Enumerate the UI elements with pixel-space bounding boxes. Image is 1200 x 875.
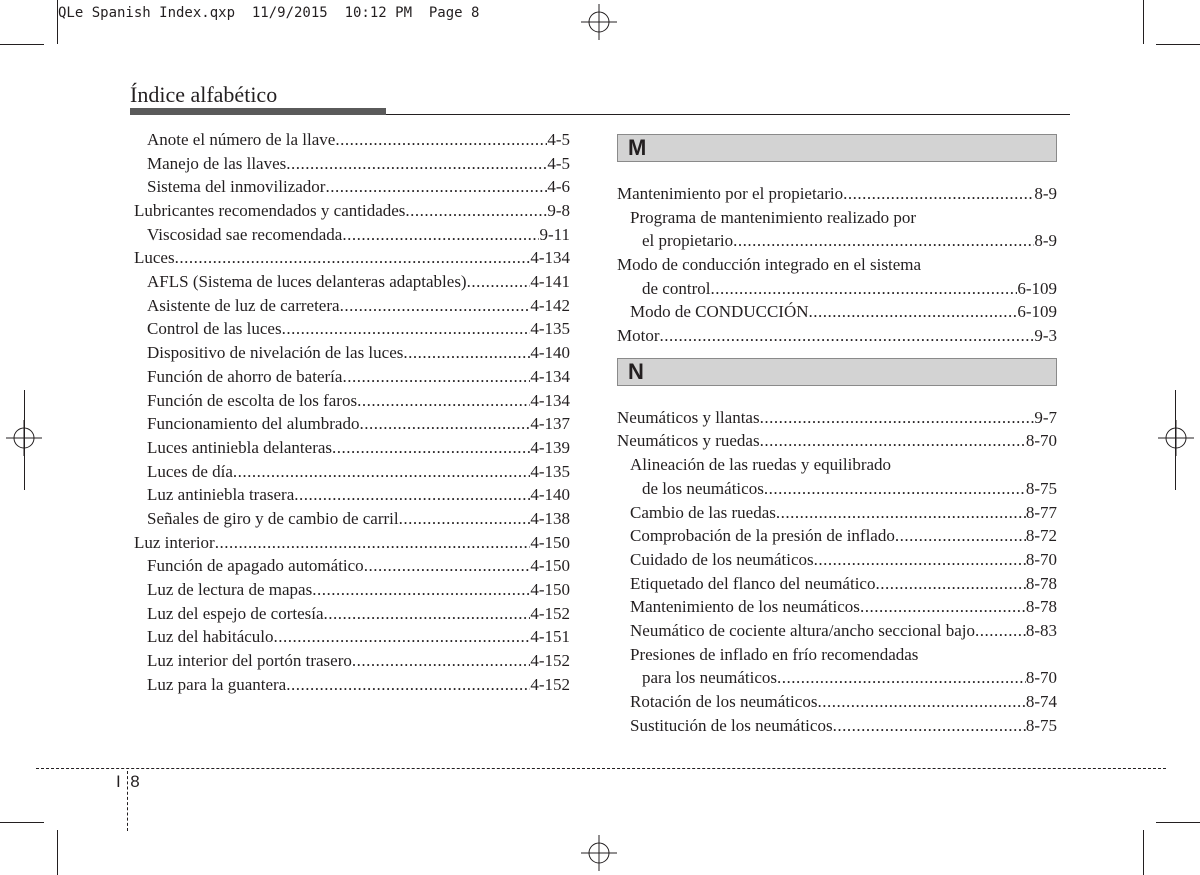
entry-page-ref: 4-5 [547, 129, 570, 149]
entry-term: Señales de giro y de cambio de carril [147, 508, 399, 528]
dot-leader [710, 277, 1017, 301]
index-entry [617, 595, 1057, 619]
dot-leader [399, 507, 531, 531]
dot-leader [975, 619, 1026, 643]
dot-leader [814, 548, 1026, 572]
entry-page-ref: 8-78 [1025, 597, 1057, 617]
index-entry [134, 554, 570, 578]
crop-mark-bottom-left [57, 830, 58, 875]
index-entry [134, 483, 570, 507]
dot-leader [286, 673, 530, 697]
dot-leader [777, 666, 1026, 690]
index-entry [617, 643, 1057, 667]
index-entry [134, 460, 570, 484]
index-entry [617, 548, 1057, 572]
dot-leader [175, 246, 531, 270]
entry-term: Luz del habitáculo [147, 627, 274, 647]
entry-term: Modo de CONDUCCIÓN [630, 302, 809, 322]
entry-page-ref: 4-141 [530, 272, 570, 292]
entry-term: Presiones de inflado en frío recomendadas [630, 644, 919, 664]
entry-page-ref: 4-151 [530, 627, 570, 647]
entry-term: para los neumáticos [642, 668, 778, 688]
dot-leader [660, 324, 1035, 348]
dot-leader [875, 572, 1025, 596]
entry-page-ref: 8-70 [1025, 549, 1057, 569]
entry-term: Función de escolta de los faros [147, 390, 358, 410]
dot-leader [467, 270, 531, 294]
entry-term: Luz interior del portón trasero [147, 651, 352, 671]
dot-leader [282, 318, 531, 342]
entry-term: Modo de conducción integrado en el sistema [617, 255, 922, 275]
entry-term: Cuidado de los neumáticos [630, 549, 814, 569]
index-entry [617, 324, 1057, 348]
index-entry [134, 246, 570, 270]
dot-leader [294, 483, 530, 507]
index-entry [617, 477, 1057, 501]
registration-mark-bottom-icon [581, 835, 617, 871]
index-entry [617, 300, 1057, 324]
section-letter-header: N [617, 358, 1057, 386]
index-entry [134, 673, 570, 697]
entry-page-ref: 4-152 [530, 603, 570, 623]
index-entry [134, 649, 570, 673]
index-entry [134, 341, 570, 365]
entry-term: Sustitución de los neumáticos [630, 715, 833, 735]
entry-page-ref: 8-9 [1034, 183, 1057, 203]
index-entry [617, 406, 1057, 430]
entry-term: de control [642, 278, 711, 298]
entry-term: Programa de mantenimiento realizado por [630, 207, 917, 227]
entry-term: Cambio de las ruedas [630, 502, 776, 522]
dot-leader [352, 649, 530, 673]
index-entry [617, 572, 1057, 596]
entry-term: Neumático de cociente altura/ancho seccional bajo [630, 620, 976, 640]
entry-page-ref: 4-134 [530, 390, 570, 410]
dot-leader [335, 128, 547, 152]
entry-term: Viscosidad sae recomendada [147, 224, 343, 244]
crop-mark-top-right-h [1156, 44, 1200, 45]
dot-leader [733, 229, 1034, 253]
entry-page-ref: 8-72 [1025, 526, 1057, 546]
entry-page-ref: 4-135 [530, 319, 570, 339]
entry-page-ref: 9-7 [1034, 407, 1057, 427]
index-entry [617, 453, 1057, 477]
entry-term: Manejo de las llaves [147, 153, 287, 173]
entry-term: Luz del espejo de cortesía [147, 603, 324, 623]
crop-mark-bottom-left-h [0, 822, 44, 823]
page-title: Índice alfabético [130, 82, 278, 107]
index-entry [617, 524, 1057, 548]
index-entry [134, 602, 570, 626]
dot-leader [233, 460, 530, 484]
dot-leader [325, 175, 547, 199]
entry-page-ref: 9-11 [539, 224, 570, 244]
folio-number: 8 [130, 772, 140, 791]
entry-term: Luz de lectura de mapas [147, 580, 313, 600]
dot-leader [817, 690, 1025, 714]
index-entry [134, 318, 570, 342]
dot-leader [324, 602, 531, 626]
entry-page-ref: 9-3 [1034, 326, 1057, 346]
entry-term: Motor [617, 326, 660, 346]
entry-page-ref: 4-139 [530, 437, 570, 457]
index-entry [134, 365, 570, 389]
entry-page-ref: 8-9 [1034, 231, 1057, 251]
index-entry [134, 507, 570, 531]
dot-leader [340, 294, 531, 318]
index-entry [617, 253, 1057, 277]
registration-line-right [1175, 390, 1176, 490]
index-entry [134, 152, 570, 176]
footer-dashed-rule [36, 768, 1166, 769]
dot-leader [843, 182, 1034, 206]
index-entry [134, 294, 570, 318]
dot-leader [760, 430, 1026, 454]
dot-leader [405, 199, 547, 223]
entry-term: Luces antiniebla delanteras [147, 437, 333, 457]
index-entry [134, 199, 570, 223]
entry-term: Luz interior [134, 532, 215, 552]
index-entry [134, 223, 570, 247]
dot-leader [286, 152, 547, 176]
entry-page-ref: 4-150 [530, 580, 570, 600]
entry-term: Dispositivo de nivelación de las luces [147, 343, 404, 363]
entry-term: Etiquetado del flanco del neumático [630, 573, 876, 593]
printer-slug: QLe Spanish Index.qxp 11/9/2015 10:12 PM Page 8 [58, 5, 480, 21]
index-entry [617, 430, 1057, 454]
index-entry [617, 501, 1057, 525]
entry-page-ref: 8-75 [1025, 478, 1057, 498]
entry-term: Alineación de las ruedas y equilibrado [630, 455, 892, 475]
entry-term: Lubricantes recomendados y cantidades [134, 201, 406, 221]
entry-page-ref: 4-152 [530, 651, 570, 671]
index-entry [617, 206, 1057, 230]
entry-page-ref: 9-8 [547, 201, 570, 221]
index-entry [617, 666, 1057, 690]
dot-leader [809, 300, 1018, 324]
entry-term: Rotación de los neumáticos [630, 692, 818, 712]
dot-leader [357, 389, 530, 413]
dot-leader [895, 524, 1026, 548]
entry-page-ref: 4-135 [530, 461, 570, 481]
crop-mark-bottom-right-h [1156, 822, 1200, 823]
entry-page-ref: 8-70 [1025, 668, 1057, 688]
entry-term: Luz para la guantera [147, 674, 287, 694]
index-column-left [134, 128, 570, 697]
title-rule-thin [386, 114, 1070, 115]
entry-term: Función de apagado automático [147, 556, 364, 576]
entry-term: Sistema del inmovilizador [147, 177, 326, 197]
entry-page-ref: 4-6 [547, 177, 570, 197]
entry-page-ref: 4-142 [530, 295, 570, 315]
index-column-right [617, 134, 1057, 737]
entry-page-ref: 4-150 [530, 556, 570, 576]
dot-leader [274, 625, 531, 649]
dot-leader [342, 223, 539, 247]
entry-page-ref: 4-138 [530, 508, 570, 528]
index-entry [617, 619, 1057, 643]
entry-page-ref: 4-134 [530, 248, 570, 268]
entry-term: Asistente de luz de carretera [147, 295, 340, 315]
entry-term: Mantenimiento por el propietario [617, 183, 844, 203]
title-rule-thick [130, 108, 386, 115]
index-entry [134, 625, 570, 649]
entry-page-ref: 8-77 [1025, 502, 1057, 522]
dot-leader [403, 341, 530, 365]
index-entry [617, 182, 1057, 206]
crop-mark-top-left-h [0, 44, 44, 45]
entry-term: Control de las luces [147, 319, 282, 339]
entry-page-ref: 4-134 [530, 366, 570, 386]
index-entry [134, 175, 570, 199]
registration-mark-top-icon [581, 4, 617, 40]
dot-leader [776, 501, 1026, 525]
entry-page-ref: 6-109 [1017, 278, 1057, 298]
entry-page-ref: 8-70 [1025, 431, 1057, 451]
dot-leader [760, 406, 1035, 430]
entry-page-ref: 4-137 [530, 414, 570, 434]
entry-term: de los neumáticos [642, 478, 764, 498]
entry-term: Funcionamiento del alumbrado [147, 414, 360, 434]
index-entry [617, 229, 1057, 253]
crop-mark-top-left [57, 0, 58, 44]
entry-page-ref: 6-109 [1017, 302, 1057, 322]
index-entry [134, 578, 570, 602]
entry-term: Mantenimiento de los neumáticos [630, 597, 860, 617]
page-folio [116, 772, 140, 792]
entry-term: Anote el número de la llave [147, 129, 336, 149]
index-entry [134, 389, 570, 413]
entry-term: Luz antiniebla trasera [147, 485, 295, 505]
entry-page-ref: 4-140 [530, 485, 570, 505]
dot-leader [312, 578, 530, 602]
entry-term: Función de ahorro de batería [147, 366, 343, 386]
entry-term: Comprobación de la presión de inflado [630, 526, 895, 546]
entry-term: Luces [134, 248, 175, 268]
entry-page-ref: 8-83 [1025, 620, 1057, 640]
section-letter-header: M [617, 134, 1057, 162]
index-entry [617, 690, 1057, 714]
dot-leader [342, 365, 530, 389]
registration-line-left [24, 390, 25, 490]
entry-term: el propietario [642, 231, 734, 251]
index-entry [134, 436, 570, 460]
index-entry [134, 531, 570, 555]
dot-leader [332, 436, 530, 460]
entry-page-ref: 8-78 [1025, 573, 1057, 593]
entry-page-ref: 4-152 [530, 674, 570, 694]
index-entry [134, 270, 570, 294]
dot-leader [215, 531, 531, 555]
registration-mark-right-icon [1158, 420, 1194, 456]
index-entry [617, 277, 1057, 301]
dot-leader [359, 412, 530, 436]
dot-leader [860, 595, 1026, 619]
section-spacer [617, 348, 1057, 358]
dot-leader [364, 554, 531, 578]
index-entry [134, 128, 570, 152]
entry-term: Neumáticos y llantas [617, 407, 760, 427]
dot-leader [833, 714, 1026, 738]
index-entry [617, 714, 1057, 738]
index-entry [134, 412, 570, 436]
entry-page-ref: 4-5 [547, 153, 570, 173]
entry-page-ref: 8-74 [1025, 692, 1057, 712]
entry-term: AFLS (Sistema de luces delanteras adaptables) [147, 272, 467, 292]
entry-term: Neumáticos y ruedas [617, 431, 760, 451]
crop-mark-bottom-right [1143, 830, 1144, 875]
entry-page-ref: 4-150 [530, 532, 570, 552]
entry-term: Luces de día [147, 461, 233, 481]
dot-leader [764, 477, 1026, 501]
entry-page-ref: 4-140 [530, 343, 570, 363]
crop-mark-top-right [1143, 0, 1144, 44]
entry-page-ref: 8-75 [1025, 715, 1057, 735]
folio-section: I [116, 772, 121, 791]
